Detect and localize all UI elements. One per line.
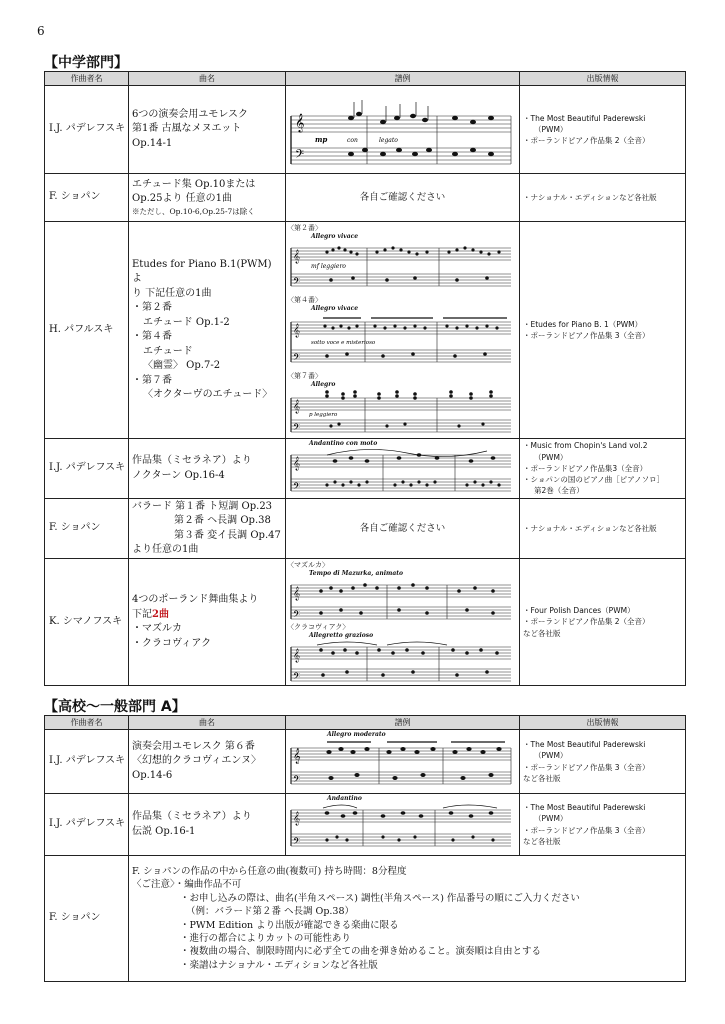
title-line: ・マズルカ [132, 623, 182, 634]
publisher-line: ・The Most Beautiful Paderewski [523, 803, 646, 812]
composer-cell: F. ショパン [45, 174, 129, 222]
svg-text:𝄞: 𝄞 [293, 748, 301, 764]
composer-cell: H. パフルスキ [45, 222, 129, 439]
composer-cell: I.J. パデレフスキ [45, 86, 129, 174]
publisher-line: ・ポーランドピアノ作品集 3（全音） [523, 825, 650, 835]
score-label: 〈第２番〉 [287, 224, 322, 232]
svg-text:𝄞: 𝄞 [293, 398, 301, 413]
note-line: ・複数曲の場合、制限時間内に必ず全ての曲を弾き始めること。演奏順は自由とする [180, 946, 542, 958]
expression-marking: sotto voce e misterioso [311, 339, 376, 346]
title-line: 〈幽霊〉 Op.7-2 [143, 360, 221, 371]
score-excerpt [287, 295, 518, 371]
svg-text:𝄢: 𝄢 [293, 275, 301, 289]
publisher-line: ・The Most Beautiful Paderewski [523, 740, 646, 749]
publisher-cell [520, 86, 686, 174]
header-example: 譜例 [286, 716, 520, 730]
score-label: 〈クラコヴィアク〉 [287, 623, 350, 631]
table-row [45, 499, 686, 559]
title-cell [129, 794, 286, 856]
requirements-note [129, 856, 686, 982]
dynamic-marking: mp [315, 134, 328, 144]
publisher-line: ・ポーランドピアノ作品集 3（全音） [523, 762, 650, 772]
title-line: ・第２番 [132, 302, 172, 313]
tempo-marking: Allegro vivace [311, 305, 359, 313]
publisher-cell [520, 730, 686, 794]
title-line: 4つのポーランド舞曲集より [132, 594, 259, 605]
svg-text:𝄞: 𝄞 [293, 810, 301, 825]
score-example-cell [286, 439, 520, 499]
publisher-cell [520, 559, 686, 686]
table-row [45, 794, 686, 856]
tempo-marking: Allegro vivace [311, 233, 359, 241]
dynamic-marking: p leggiero [309, 411, 338, 418]
tempo-marking: Allegro [311, 381, 336, 389]
score-excerpt [287, 560, 518, 622]
publisher-line: （PWM） [534, 124, 568, 134]
publisher-cell [520, 794, 686, 856]
title-line: エチュード [143, 345, 193, 357]
composer-cell: F. ショパン [45, 856, 129, 982]
title-line: 第３番 変イ長調 Op.47 [174, 529, 281, 541]
publisher-line: ・ポーランドピアノ作品集 3（全音） [523, 331, 650, 340]
expression-marking: legato [379, 136, 398, 144]
svg-text:𝄞: 𝄞 [293, 455, 301, 470]
publisher-line: ・Music from Chopin's Land vol.2 [523, 441, 648, 451]
score-label: 〈第７番〉 [287, 372, 322, 380]
title-cell [129, 86, 286, 174]
header-example: 譜例 [286, 72, 520, 86]
title-line: ・クラコヴィアク [132, 637, 212, 649]
header-composer: 作曲者名 [45, 716, 129, 730]
composer-cell: K. シマノフスキ [45, 559, 129, 686]
score-example-cell [286, 794, 520, 856]
publisher-line: （PWM） [534, 452, 568, 462]
score-staff-image [287, 804, 515, 854]
note-line: ・お申し込みの際は、曲名(半角スペース) 調性(半角スペース) 作品番号の順にご入力ください [180, 892, 580, 904]
tempo-marking: Tempo di Mazurka, animato [309, 570, 404, 578]
publisher-cell [520, 222, 686, 439]
table-row [45, 559, 686, 686]
publisher-line: ・ポーランドピアノ作品集3（全音） [523, 463, 648, 473]
title-line: 伝説 Op.16-1 [132, 825, 196, 837]
svg-text:𝄞: 𝄞 [293, 585, 301, 600]
svg-text:𝄞: 𝄞 [295, 112, 305, 132]
title-cell [129, 222, 286, 439]
title-line: 〈幻想的クラコヴィエンヌ〉 [132, 755, 261, 767]
svg-text:𝄢: 𝄢 [293, 480, 301, 494]
publisher-line: ・ナショナル・エディションなど各社版 [523, 523, 657, 533]
title-cell [129, 730, 286, 794]
publisher-line: （PWM） [534, 751, 568, 761]
example-text-cell: 各自ご確認ください [286, 174, 520, 222]
score-excerpt-image [287, 88, 515, 172]
title-line: ノクターン Op.16-4 [132, 469, 225, 481]
table-row [45, 730, 686, 794]
svg-text:𝄢: 𝄢 [293, 421, 301, 435]
tempo-marking: Allegro moderato [327, 731, 386, 739]
title-cell [129, 499, 286, 559]
title-line: Op.14-1 [132, 137, 173, 149]
composer-cell: I.J. パデレフスキ [45, 439, 129, 499]
note-line: F. ショパンの作品の中から任意の曲(複数可) 持ち時間：8分程度 [132, 865, 407, 877]
table-header-row [45, 716, 686, 730]
section-title-junior-high: 【中学部門】 [44, 55, 128, 71]
title-line: 6つの演奏会用ユモレスク [132, 108, 249, 120]
dynamic-marking: mf leggiero [311, 262, 346, 270]
svg-text:𝄞: 𝄞 [293, 647, 301, 662]
publisher-line: 第2巻（全音） [534, 486, 584, 496]
publisher-line: ・Etudes for Piano B. 1（PWM） [523, 319, 643, 329]
title-line: ・第７番 [132, 374, 172, 386]
publisher-line: など各社版 [523, 628, 561, 638]
tempo-marking: Andantino [327, 795, 362, 803]
publisher-line: など各社版 [523, 773, 561, 783]
title-line: 第２番 ヘ長調 Op.38 [174, 515, 271, 526]
svg-text:𝄢: 𝄢 [293, 670, 301, 684]
note-line: ・楽譜はナショナル・エディションなど各社版 [180, 959, 378, 971]
table-row [45, 174, 686, 222]
publisher-line: ・ショパンの国のピアノ曲［ピアノソロ］ [523, 475, 665, 485]
score-excerpt [287, 622, 518, 684]
publisher-line: （PWM） [534, 814, 568, 824]
score-staff-image [287, 449, 515, 497]
title-line: Op.14-6 [132, 769, 173, 781]
composer-cell: I.J. パデレフスキ [45, 730, 129, 794]
table-row [45, 856, 686, 982]
publisher-line: など各社版 [523, 836, 561, 846]
page-number: 6 [37, 24, 45, 38]
title-line: Etudes for Piano B.1(PWM) よ [132, 258, 272, 284]
publisher-cell [520, 499, 686, 559]
score-excerpt [287, 371, 518, 437]
header-title: 曲名 [129, 72, 286, 86]
table-row [45, 222, 686, 439]
score-example-cell [286, 730, 520, 794]
title-line: Op.25より 任意の1曲 [132, 193, 233, 205]
publisher-line: ・ポーランドピアノ作品集 2（全音） [523, 617, 650, 627]
publisher-cell [520, 439, 686, 499]
tempo-marking: Allegretto grazioso [309, 632, 374, 640]
title-line: り 下記任意の1曲 [132, 287, 212, 299]
svg-text:𝄢: 𝄢 [293, 608, 301, 622]
svg-text:𝄢: 𝄢 [293, 773, 301, 787]
header-title: 曲名 [129, 716, 286, 730]
note-line: （例：バラード第２番 ヘ長調 Op.38） [186, 906, 355, 918]
score-label: 〈第４番〉 [287, 296, 322, 304]
score-staff-image [287, 314, 515, 370]
score-example-cell [286, 86, 520, 174]
composer-cell: I.J. パデレフスキ [45, 794, 129, 856]
header-composer: 作曲者名 [45, 72, 129, 86]
title-line: より任意の1曲 [132, 544, 199, 555]
junior-high-table [44, 71, 686, 686]
expression-marking: con [347, 136, 358, 144]
title-note: ※ただし、Op.10-6,Op.25-7は除く [132, 206, 255, 216]
title-cell [129, 174, 286, 222]
publisher-line: ・ポーランドピアノ作品集 2（全音） [523, 136, 650, 146]
score-staff-image [287, 579, 515, 623]
svg-text:𝄢: 𝄢 [293, 835, 301, 849]
score-example-cell [286, 559, 520, 686]
svg-text:𝄢: 𝄢 [295, 147, 305, 164]
title-cell [129, 559, 286, 686]
title-line: 第1番 古風なメヌエット [132, 123, 242, 135]
score-excerpt [287, 223, 518, 295]
title-line: エチュード Op.1-2 [143, 316, 230, 328]
title-line: 演奏会用ユモレスク 第６番 [132, 740, 255, 752]
highlight-count: 2曲 [152, 608, 169, 620]
title-line: バラード 第１番 ト短調 Op.23 [132, 500, 273, 512]
svg-text:𝄞: 𝄞 [293, 322, 301, 337]
title-line: エチュード集 Op.10または [132, 178, 256, 190]
note-line: ・PWM Edition より出版が確認できる楽曲に限る [180, 919, 399, 931]
title-line [132, 608, 282, 623]
table-header-row [45, 72, 686, 86]
section-title-high-school: 【高校〜一般部門 A】 [44, 699, 186, 715]
publisher-line: ・Four Polish Dances（PWM） [523, 606, 635, 616]
score-staff-image [287, 390, 515, 436]
svg-text:𝄞: 𝄞 [293, 248, 301, 263]
svg-text:𝄢: 𝄢 [293, 351, 301, 365]
publisher-line: ・The Most Beautiful Paderewski [523, 113, 646, 123]
title-cell [129, 439, 286, 499]
note-line: 〈ご注意〉・編曲作品不可 [132, 879, 242, 891]
table-row [45, 439, 686, 499]
title-line: 作品集（ミセラネア）より [132, 455, 252, 466]
score-staff-image [287, 740, 515, 792]
score-staff-image [287, 242, 515, 294]
score-label: 〈マズルカ〉 [287, 561, 329, 569]
title-fragment: 下記 [132, 608, 152, 620]
note-line: ・進行の都合によりカットの可能性あり [180, 932, 351, 944]
tempo-marking: Andantino con moto [309, 440, 378, 448]
publisher-cell [520, 174, 686, 222]
title-line: 作品集（ミセラネア）より [132, 811, 252, 822]
score-example-cell [286, 222, 520, 439]
title-line: 〈オクターヴのエチュード〉 [143, 389, 273, 400]
example-text-cell: 各自ご確認ください [286, 499, 520, 559]
score-staff-image [287, 641, 515, 685]
table-row [45, 86, 686, 174]
header-publisher: 出版情報 [520, 716, 686, 730]
header-publisher: 出版情報 [520, 72, 686, 86]
publisher-line: ・ナショナル・エディションなど各社版 [523, 192, 657, 202]
composer-cell: F. ショパン [45, 499, 129, 559]
title-line: ・第４番 [132, 331, 172, 342]
high-school-table [44, 715, 686, 982]
